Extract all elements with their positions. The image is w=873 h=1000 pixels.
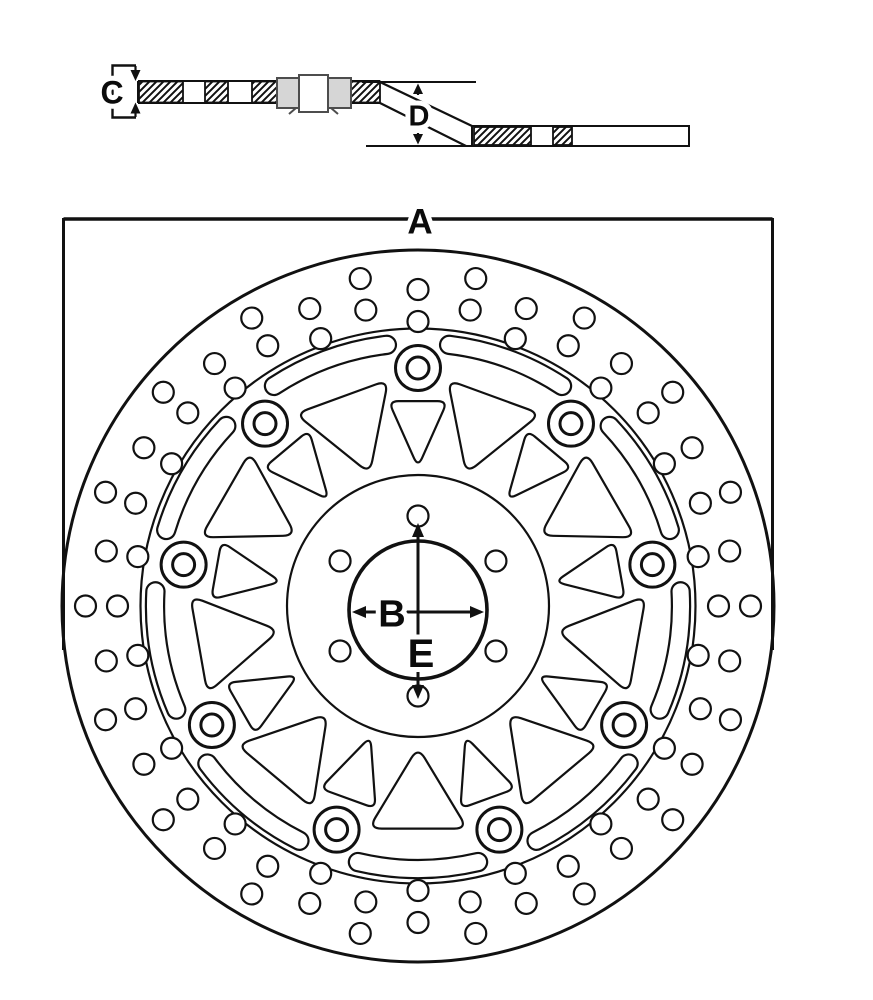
drilled-hole <box>161 453 182 474</box>
carrier-window-aligned <box>461 741 512 806</box>
drilled-hole <box>408 880 429 901</box>
drilled-hole <box>516 893 537 914</box>
drilled-hole <box>133 754 154 775</box>
drilled-hole <box>465 268 486 289</box>
drilled-hole <box>95 482 116 503</box>
drilled-hole <box>177 789 198 810</box>
drilled-hole <box>505 863 526 884</box>
drilled-hole <box>241 883 262 904</box>
arrowhead <box>413 134 423 145</box>
floating-button-inner <box>488 819 510 841</box>
drilled-hole <box>516 298 537 319</box>
drilled-hole <box>125 698 146 719</box>
carrier-window-aligned <box>213 545 277 598</box>
drilled-hole <box>688 546 709 567</box>
drilled-hole <box>204 838 225 859</box>
carrier-window-aligned <box>559 545 623 598</box>
drilled-hole <box>204 353 225 374</box>
drilled-hole <box>299 298 320 319</box>
hatched-segment <box>139 82 183 103</box>
carrier-window-aligned <box>542 676 607 729</box>
drilled-hole <box>574 308 595 329</box>
bolt-hole <box>330 551 351 572</box>
label-d: D <box>408 100 430 133</box>
floating-button-inner <box>560 413 582 435</box>
drilled-hole <box>127 645 148 666</box>
drilled-hole <box>153 809 174 830</box>
floating-button-inner <box>254 413 276 435</box>
drilled-hole <box>310 328 331 349</box>
drilled-hole <box>350 268 371 289</box>
drilled-hole <box>355 891 376 912</box>
drilled-hole <box>460 891 481 912</box>
drilled-hole <box>719 541 740 562</box>
drilled-hole <box>408 912 429 933</box>
drilled-hole <box>682 437 703 458</box>
drilled-hole <box>590 378 611 399</box>
hatched-segment <box>205 82 228 103</box>
drilled-hole <box>505 328 526 349</box>
drilled-hole <box>299 893 320 914</box>
bolt-hole <box>485 641 506 662</box>
drilled-hole <box>662 809 683 830</box>
drilled-hole <box>720 709 741 730</box>
arrowhead <box>413 84 423 95</box>
label-e: E <box>407 632 435 676</box>
drilled-hole <box>740 596 761 617</box>
drilled-hole <box>257 856 278 877</box>
drilled-hole <box>719 650 740 671</box>
drilled-hole <box>688 645 709 666</box>
section-view <box>113 66 690 147</box>
hatched-segment <box>474 127 531 145</box>
bolt-hole <box>330 641 351 662</box>
drilled-hole <box>574 883 595 904</box>
drilled-hole <box>408 311 429 332</box>
drilled-hole <box>654 738 675 759</box>
floating-button-inner <box>201 714 223 736</box>
drilled-hole <box>107 596 128 617</box>
drilled-hole <box>690 698 711 719</box>
carrier-window-mid <box>192 599 274 688</box>
drilled-hole <box>241 308 262 329</box>
drilled-hole <box>465 923 486 944</box>
drilled-hole <box>225 813 246 834</box>
carrier-window-aligned <box>324 741 375 806</box>
drilled-hole <box>96 650 117 671</box>
drilled-hole <box>125 493 146 514</box>
drilled-hole <box>355 300 376 321</box>
drilled-hole <box>95 709 116 730</box>
label-b: B <box>378 593 406 636</box>
drilled-hole <box>558 856 579 877</box>
drilled-hole <box>350 923 371 944</box>
drilled-hole <box>638 789 659 810</box>
carrier-window-aligned <box>229 676 294 729</box>
float-slot <box>358 862 478 869</box>
float-slot <box>660 591 681 709</box>
arrowhead <box>131 103 141 114</box>
hatched-segment <box>553 127 572 145</box>
drilled-hole <box>153 382 174 403</box>
float-slot <box>155 591 176 709</box>
drilled-hole <box>408 279 429 300</box>
drilled-hole <box>682 754 703 775</box>
drilled-hole <box>558 335 579 356</box>
drilled-hole <box>127 546 148 567</box>
drilled-hole <box>177 402 198 423</box>
drilled-hole <box>590 813 611 834</box>
label-a: A <box>407 202 433 242</box>
carrier-window-mid <box>562 599 644 688</box>
drilled-hole <box>638 402 659 423</box>
drilled-hole <box>708 596 729 617</box>
drilled-hole <box>161 738 182 759</box>
drilled-hole <box>133 437 154 458</box>
drilled-hole <box>96 541 117 562</box>
drilled-hole <box>225 378 246 399</box>
drilled-hole <box>720 482 741 503</box>
floating-button-inner <box>407 357 429 379</box>
carrier-window-aligned <box>391 401 444 462</box>
arrowhead <box>131 70 141 81</box>
drilled-hole <box>75 596 96 617</box>
drilled-hole <box>611 353 632 374</box>
floating-button-inner <box>613 714 635 736</box>
floating-button-inner <box>326 819 348 841</box>
drilled-hole <box>690 493 711 514</box>
drilled-hole <box>310 863 331 884</box>
floating-button-inner <box>173 554 195 576</box>
floating-button-inner <box>641 554 663 576</box>
carrier-window-mid <box>373 753 463 829</box>
drilled-hole <box>654 453 675 474</box>
drilled-hole <box>662 382 683 403</box>
bolt-hole <box>485 551 506 572</box>
drilled-hole <box>611 838 632 859</box>
drilled-hole <box>257 335 278 356</box>
label-c: C <box>100 74 124 111</box>
rivet-section <box>277 75 351 114</box>
drilled-hole <box>460 300 481 321</box>
